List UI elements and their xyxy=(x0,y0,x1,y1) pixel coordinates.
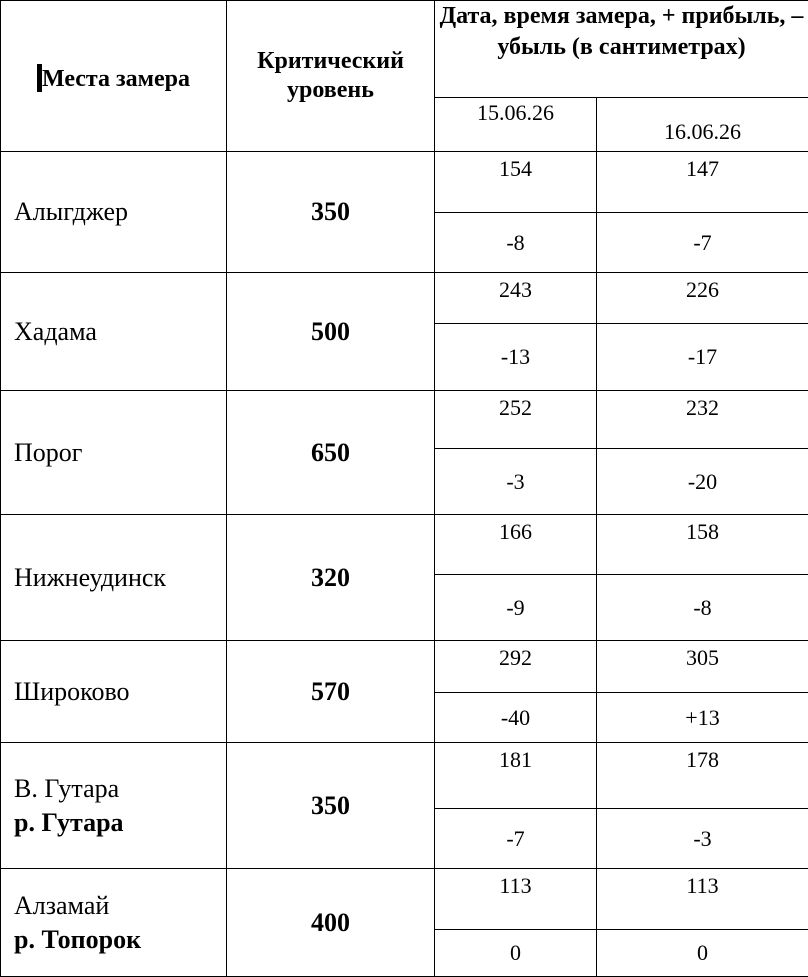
critical-level-cell: 350 xyxy=(227,152,435,273)
level-cell-1: 166 xyxy=(435,515,597,575)
table-row xyxy=(1,743,808,809)
place-town: Нижнеудинск xyxy=(14,562,167,592)
level-cell-1: 181 xyxy=(435,743,597,809)
table-row xyxy=(1,273,808,324)
change-cell-1: -8 xyxy=(435,213,597,273)
level-cell-2: 232 xyxy=(597,391,808,449)
header-places-cell xyxy=(1,1,227,152)
level-cell-2: 305 xyxy=(597,641,808,693)
critical-level-cell: 350 xyxy=(227,743,435,869)
place-town: Хадама xyxy=(14,316,97,346)
header-critical-cell xyxy=(227,1,435,152)
table-row xyxy=(1,869,808,930)
critical-level-cell: 650 xyxy=(227,391,435,515)
place-cell xyxy=(1,152,227,273)
change-cell-2: +13 xyxy=(597,693,808,743)
place-cell xyxy=(1,273,227,391)
place-town: Алзамай xyxy=(14,890,110,920)
level-cell-1: 154 xyxy=(435,152,597,213)
level-cell-2: 158 xyxy=(597,515,808,575)
change-cell-2: -3 xyxy=(597,809,808,869)
place-cell xyxy=(1,641,227,743)
change-cell-2: -7 xyxy=(597,213,808,273)
change-cell-1: -40 xyxy=(435,693,597,743)
level-cell-1: 243 xyxy=(435,273,597,324)
critical-level-cell: 320 xyxy=(227,515,435,641)
level-cell-2: 226 xyxy=(597,273,808,324)
critical-level-cell: 400 xyxy=(227,869,435,977)
place-cell xyxy=(1,515,227,641)
change-cell-2: -8 xyxy=(597,575,808,641)
place-cell xyxy=(1,743,227,869)
place-cell xyxy=(1,391,227,515)
change-cell-2: -20 xyxy=(597,449,808,515)
change-cell-1: 0 xyxy=(435,930,597,977)
header-date-1: 15.06.26 xyxy=(435,98,597,152)
critical-level-cell: 500 xyxy=(227,273,435,391)
header-places-label: Места замера xyxy=(41,66,190,92)
table-row xyxy=(1,641,808,693)
change-cell-1: -9 xyxy=(435,575,597,641)
place-river: р. Топорок xyxy=(14,924,142,954)
level-cell-1: 292 xyxy=(435,641,597,693)
table-row xyxy=(1,515,808,575)
header-dates-cell xyxy=(435,1,808,98)
level-cell-1: 113 xyxy=(435,869,597,930)
change-cell-1: -13 xyxy=(435,324,597,391)
change-cell-2: -17 xyxy=(597,324,808,391)
header-dates-label: Дата, время замера, + прибыль, – убыль (в сантиметрах) xyxy=(439,3,804,60)
change-cell-2: 0 xyxy=(597,930,808,977)
level-cell-2: 147 xyxy=(597,152,808,213)
critical-level-cell: 570 xyxy=(227,641,435,743)
level-cell-2: 113 xyxy=(597,869,808,930)
table-row xyxy=(1,152,808,213)
header-critical-label: Критический уровень xyxy=(257,48,404,103)
table-row xyxy=(1,391,808,449)
change-cell-1: -3 xyxy=(435,449,597,515)
level-cell-2: 178 xyxy=(597,743,808,809)
level-cell-1: 252 xyxy=(435,391,597,449)
header-date-2: 16.06.26 xyxy=(597,98,808,152)
header-row xyxy=(1,1,808,98)
place-cell xyxy=(1,869,227,977)
place-town: В. Гутара xyxy=(14,773,120,803)
place-town: Широково xyxy=(14,676,130,706)
table-body xyxy=(1,152,808,977)
change-cell-1: -7 xyxy=(435,809,597,869)
place-river: р. Гутара xyxy=(14,807,124,837)
place-town: Алыгджер xyxy=(14,197,128,226)
place-town: Порог xyxy=(14,437,83,467)
